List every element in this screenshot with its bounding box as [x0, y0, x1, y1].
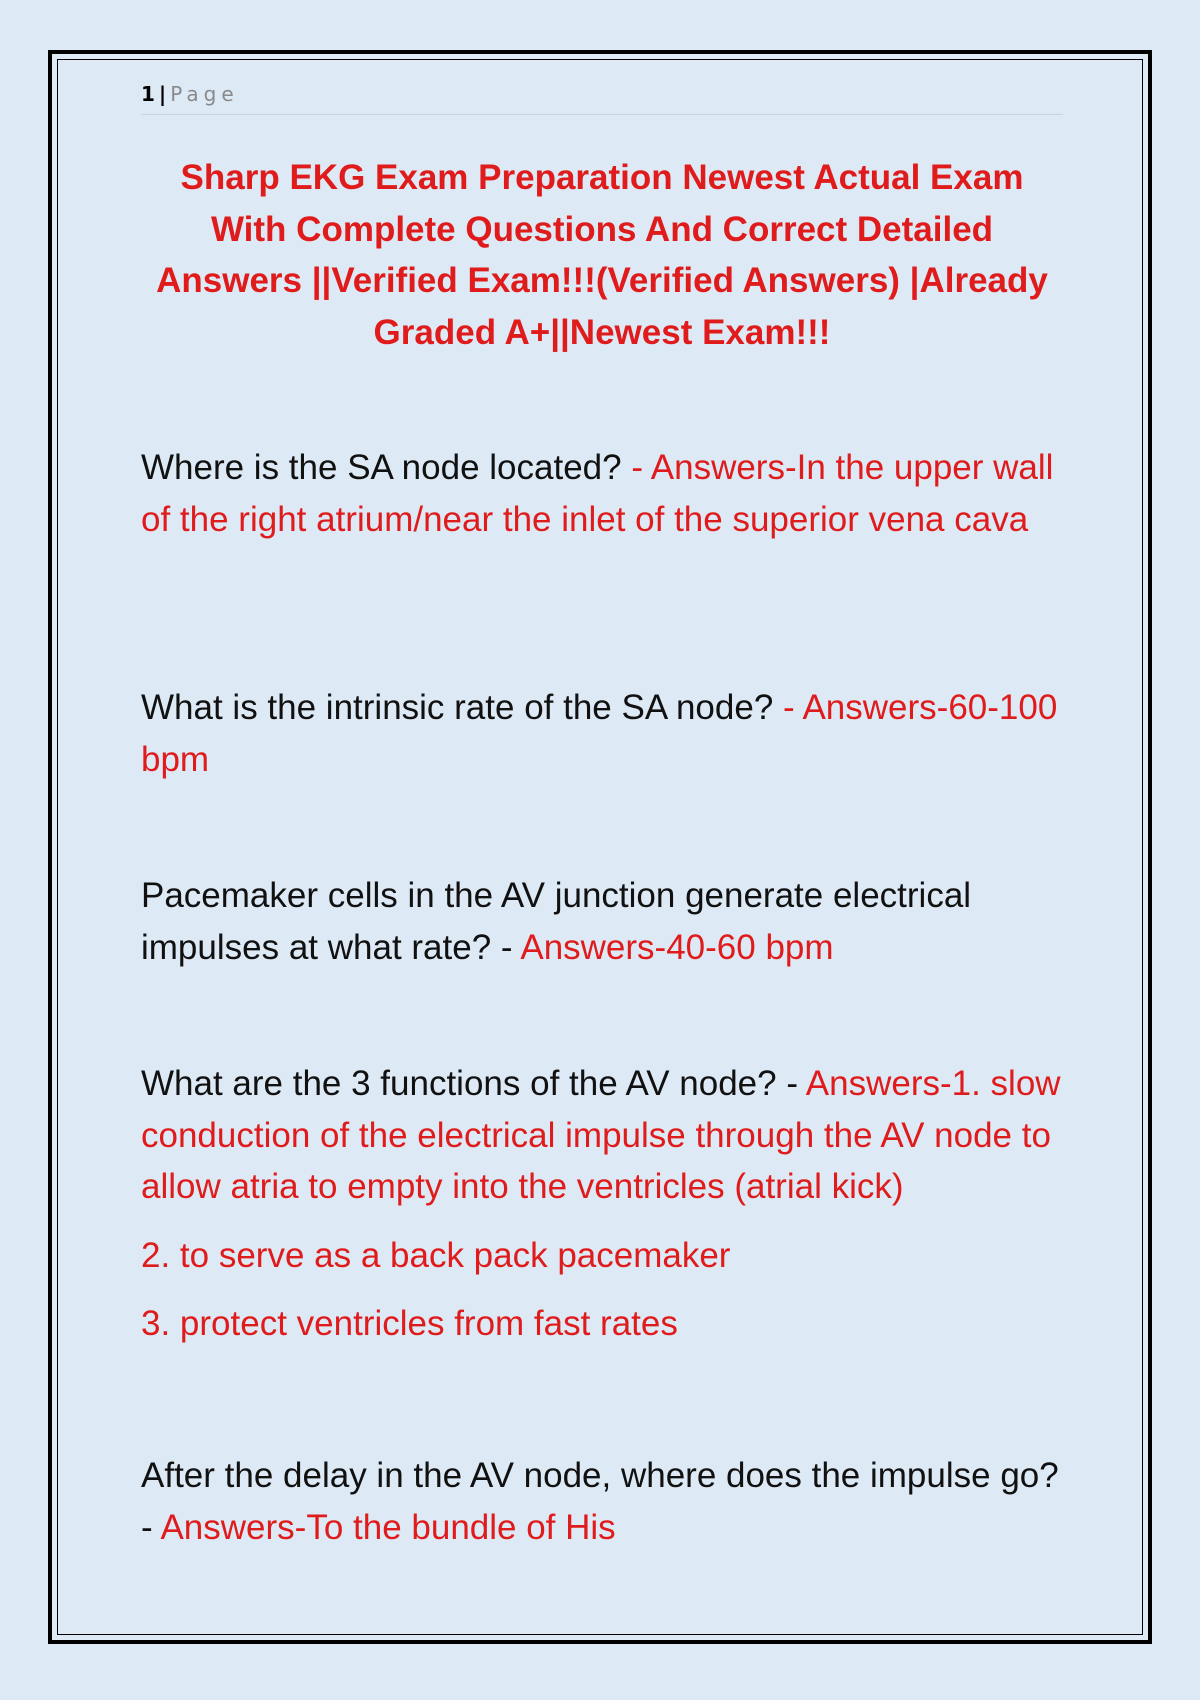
- question-text: What are the 3 functions of the AV node? -: [141, 1064, 806, 1103]
- answer-text: Answers-To the bundle of His: [160, 1507, 616, 1547]
- page-header: [141, 80, 1063, 115]
- page-separator: |: [158, 82, 167, 106]
- question-text: After the delay in the AV node, where does the impulse go? -: [141, 1456, 1059, 1547]
- answer-text: - Answers-60-100 bpm: [141, 688, 1058, 779]
- qa-item: [141, 442, 1076, 545]
- answer-text: Answers-1. slow conduction of the electrical impulse through the AV node to allow atria to empty into the ventricles (atrial kick): [141, 1064, 1061, 1206]
- page-label: Page: [170, 82, 239, 106]
- question-text: What is the intrinsic rate of the SA node?: [141, 688, 784, 727]
- qa-item: [141, 1450, 1076, 1553]
- answer-text: Answers-40-60 bpm: [520, 927, 834, 967]
- answer-extra-line: 3. protect ventricles from fast rates: [141, 1304, 678, 1343]
- question-text: Where is the SA node located?: [141, 448, 632, 487]
- answer-extra-line: 2. to serve as a back pack pacemaker: [141, 1235, 731, 1275]
- document-title: Sharp EKG Exam Preparation Newest Actual Exam With Complete Questions And Correct Detailed Answers ||Verified Exam!!!(Verified Answers) |Already Graded A+||Newest Exam!!!: [156, 158, 1048, 352]
- qa-item: [141, 682, 1076, 785]
- page-number: 1: [141, 82, 155, 106]
- qa-item: [141, 870, 1076, 973]
- answer-text: - Answers-In the upper wall of the right atrium/near the inlet of the superior vena cava: [141, 448, 1054, 539]
- qa-item: [141, 1058, 1076, 1350]
- question-text: Pacemaker cells in the AV junction generate electrical impulses at what rate? -: [141, 876, 972, 967]
